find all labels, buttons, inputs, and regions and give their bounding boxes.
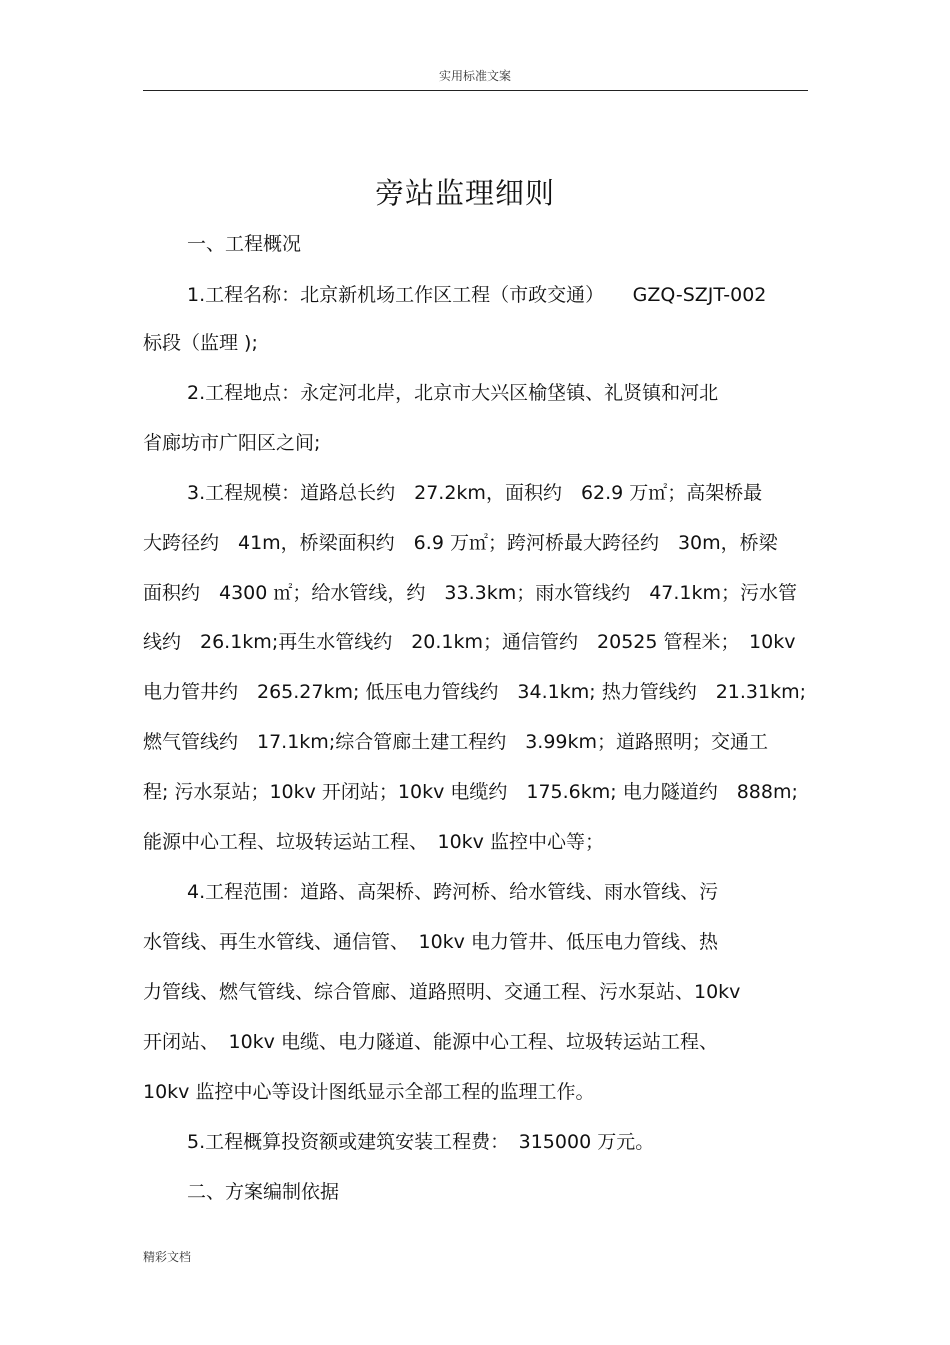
- paragraph-line: 4.工程范围：道路、高架桥、跨河桥、给水管线、雨水管线、污: [187, 881, 719, 903]
- paragraph-line: 大跨径约 41m，桥梁面积约 6.9 万㎡；跨河桥最大跨径约 30m，桥梁: [143, 532, 778, 554]
- paragraph-line: 程; 污水泵站；10kv 开闭站；10kv 电缆约 175.6km; 电力隧道约 888m;: [143, 781, 798, 803]
- paragraph-line: 线约 26.1km;再生水管线约 20.1km；通信管约 20525 管程米； 10kv: [143, 631, 796, 653]
- paragraph-line: 5.工程概算投资额或建筑安装工程费： 315000 万元。: [187, 1131, 655, 1153]
- paragraph-line: 电力管井约 265.27km; 低压电力管线约 34.1km; 热力管线约 21.31km;: [143, 681, 806, 703]
- section-heading-overview: 一、工程概况: [187, 233, 302, 255]
- paragraph-line: 燃气管线约 17.1km;综合管廊土建工程约 3.99km；道路照明；交通工: [143, 731, 769, 753]
- document-title: 旁站监理细则: [374, 176, 555, 210]
- page-header: 实用标准文案: [438, 69, 511, 83]
- paragraph-line: 水管线、再生水管线、通信管、 10kv 电力管井、低压电力管线、热: [143, 931, 718, 953]
- paragraph-line: 力管线、燃气管线、综合管廊、道路照明、交通工程、污水泵站、10kv: [143, 981, 741, 1003]
- paragraph-line: 3.工程规模：道路总长约 27.2km，面积约 62.9 万㎡；高架桥最: [187, 482, 763, 504]
- paragraph-line: 省廊坊市广阳区之间;: [143, 432, 321, 454]
- paragraph-line: 10kv 监控中心等设计图纸显示全部工程的监理工作。: [143, 1081, 595, 1103]
- paragraph-line: 标段（监理 );: [143, 332, 258, 354]
- paragraph-line: 1.工程名称：北京新机场工作区工程（市政交通） GZQ-SZJT-002: [187, 284, 767, 306]
- paragraph-line: 面积约 4300 ㎡；给水管线，约 33.3km；雨水管线约 47.1km；污水管: [143, 582, 798, 604]
- section-heading-basis: 二、方案编制依据: [187, 1181, 340, 1203]
- page-footer: 精彩文档: [143, 1250, 192, 1264]
- header-divider: [143, 90, 808, 91]
- paragraph-line: 能源中心工程、垃圾转运站工程、 10kv 监控中心等；: [143, 831, 604, 853]
- paragraph-line: 开闭站、 10kv 电缆、电力隧道、能源中心工程、垃圾转运站工程、: [143, 1031, 718, 1053]
- paragraph-line: 2.工程地点：永定河北岸，北京市大兴区榆垡镇、礼贤镇和河北: [187, 382, 719, 404]
